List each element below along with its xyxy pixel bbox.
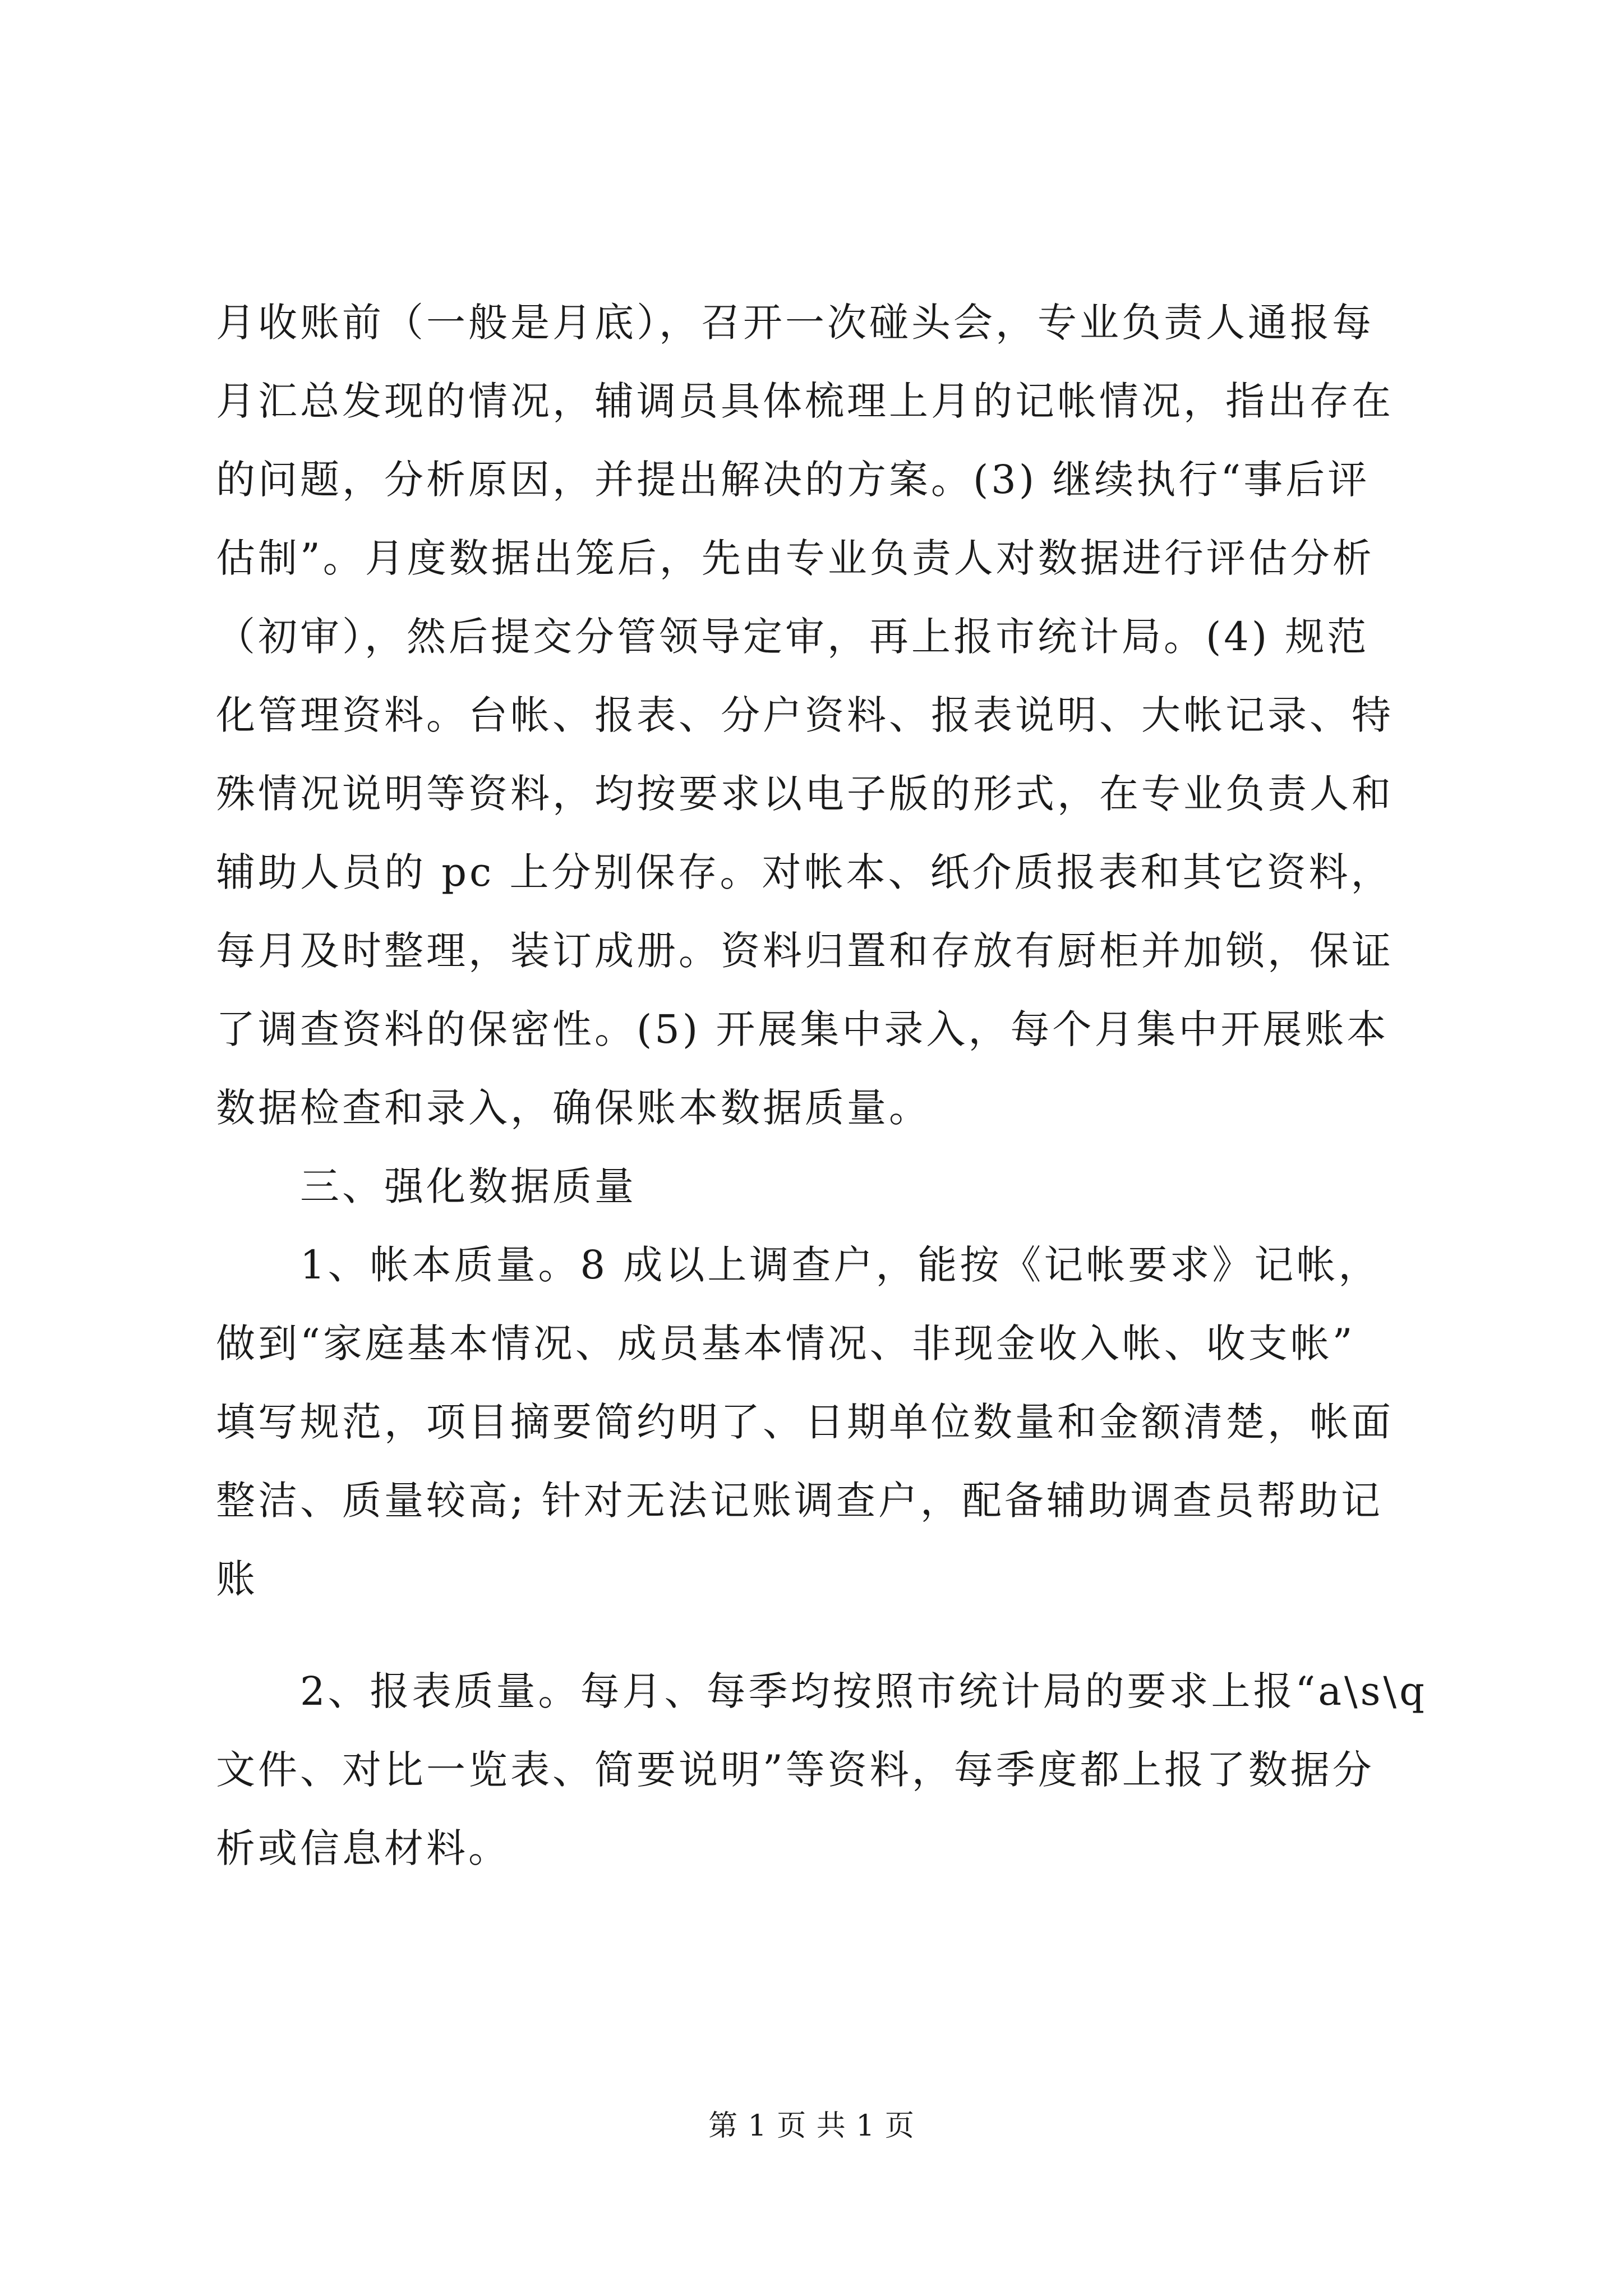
section-heading: 三、强化数据质量 — [300, 1163, 637, 1209]
text-line-13: 1、帐本质量。8 成以上调查户，能按《记帐要求》记帐， — [300, 1242, 1381, 1288]
text-line-17: 账 — [216, 1556, 258, 1602]
text-line-11: 数据检查和录入，确保账本数据质量。 — [216, 1085, 931, 1131]
text-line-20: 析或信息材料。 — [216, 1825, 510, 1871]
text-line-3: 的问题，分析原因，并提出解决的方案。(3) 继续执行“事后评 — [216, 457, 1370, 503]
text-line-16: 整洁、质量较高; 针对无法记账调查户，配备辅助调查员帮助记 — [216, 1478, 1383, 1524]
document-body — [216, 283, 1427, 1888]
text-line-9: 每月及时整理，装订成册。资料归置和存放有厨柜并加锁，保证 — [216, 928, 1394, 974]
text-line-10: 了调查资料的保密性。(5) 开展集中录入，每个月集中开展账本 — [216, 1006, 1389, 1052]
text-line-5: （初审），然后提交分管领导定审，再上报市统计局。(4) 规范 — [216, 614, 1370, 660]
text-line-15: 填写规范，项目摘要简约明了、日期单位数量和金额清楚，帐面 — [216, 1399, 1394, 1445]
text-line-7: 殊情况说明等资料，均按要求以电子版的形式，在专业负责人和 — [216, 771, 1394, 817]
text-line-8: 辅助人员的 pc 上分别保存。对帐本、纸介质报表和其它资料， — [216, 849, 1393, 895]
text-line-4: 估制”。月度数据出笼后，先由专业负责人对数据进行评估分析 — [216, 535, 1375, 581]
text-line-2: 月汇总发现的情况，辅调员具体梳理上月的记帐情况，指出存在 — [216, 378, 1394, 424]
text-line-6: 化管理资料。台帐、报表、分户资料、报表说明、大帐记录、特 — [216, 692, 1394, 738]
page-number-footer: 第 1 页 共 1 页 — [708, 2109, 915, 2143]
text-line-14: 做到“家庭基本情况、成员基本情况、非现金收入帐、收支帐” — [216, 1320, 1355, 1366]
text-line-18: 2、报表质量。每月、每季均按照市统计局的要求上报“a\s\q — [300, 1668, 1427, 1714]
text-line-1: 月收账前（一般是月底），召开一次碰头会，专业负责人通报每 — [216, 300, 1374, 346]
text-line-19: 文件、对比一览表、简要说明”等资料，每季度都上报了数据分 — [216, 1747, 1375, 1793]
